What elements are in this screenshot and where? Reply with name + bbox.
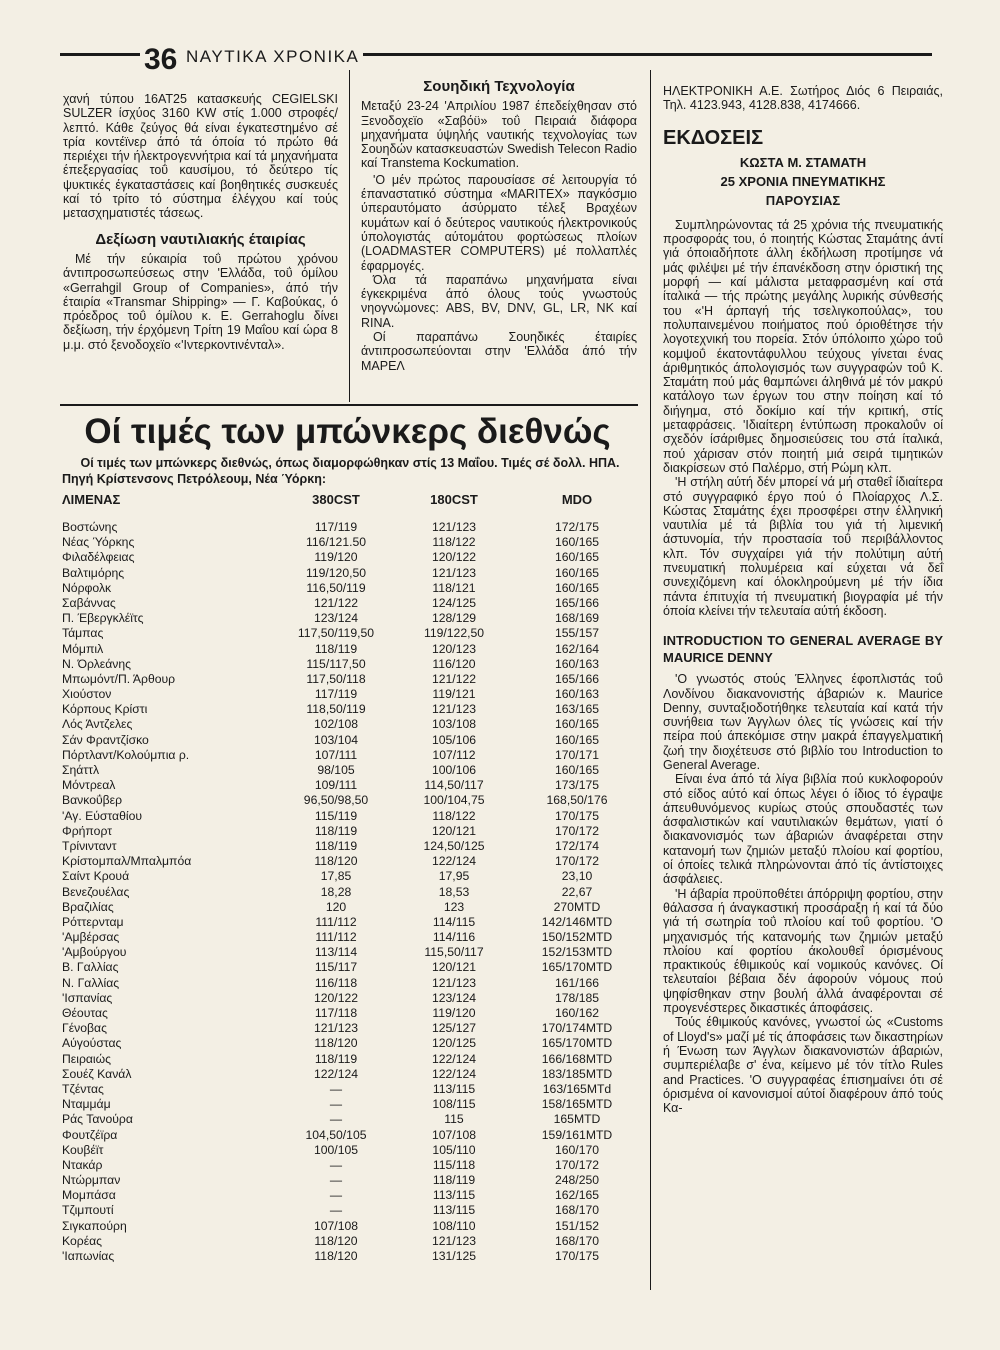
table-row <box>62 1249 642 1264</box>
cst180-cell: 115,50/117 <box>424 945 484 960</box>
mdo-cell: 165MTD <box>553 1112 601 1127</box>
port-cell: Βοστώνης <box>62 520 118 534</box>
middle-column <box>361 76 637 373</box>
cst380-cell: 118/120 <box>314 854 358 869</box>
mdo-cell: 165/170MTD <box>541 960 613 975</box>
right-column <box>663 84 943 1115</box>
cst380-cell: 107/111 <box>314 747 358 762</box>
mid-paragraph-3: Όλα τά παραπάνω μηχανήματα είναι έγκεκριμένα άπό όλους τούς γνωστούς νηογνώμονες: ABS, BV, DNV, GL, LR, NK καί RINA. <box>361 272 637 330</box>
table-row <box>62 520 642 535</box>
cst380-cell: — <box>329 1112 343 1127</box>
cst180-cell: 113/115 <box>432 1081 476 1096</box>
port-cell: Αύγούστας <box>62 1036 122 1051</box>
right-paragraph-3: 'Ο γνωστός στούς Έλληνες έφοπλιστάς τοΰ Λονδίνου διακανονιστής άβαριών κ. Maurice Denny, συνταξιοδοτήθηκε τελευταία καί κατά τήν συνήθεια των Άγγλων όλες τίς γνώσεις καί τήν πείρα πού άπεκόμισε στην μακρά έπαγγελματική ζωή την διοχέτευσε στό βιβλίο του Introduction to General Average. <box>663 672 943 772</box>
page-number: 36 <box>140 45 181 75</box>
port-cell: Μπωμόντ/Π. Άρθουρ <box>62 671 176 686</box>
cst380-cell: 109/111 <box>314 778 358 793</box>
cst180-cell: 105/110 <box>432 1142 476 1157</box>
port-cell: Ράς Τανούρα <box>62 1112 133 1127</box>
mdo-cell: 159/161MTD <box>541 1127 613 1142</box>
cst380-cell: 118/119 <box>314 838 358 853</box>
mdo-cell: 155/157 <box>554 626 600 641</box>
table-row <box>62 793 642 808</box>
mdo-cell: 160/165 <box>554 565 600 580</box>
port-cell: Λός Άντζελες <box>62 717 133 732</box>
cst380-cell: — <box>329 1203 343 1218</box>
mdo-cell: 162/164 <box>554 641 600 656</box>
cst180-cell: 123 <box>443 899 465 914</box>
header-380cst: 380CST <box>312 492 360 507</box>
mdo-cell: 170/171 <box>554 747 600 762</box>
mdo-cell: 160/165 <box>554 763 600 777</box>
mdo-cell: 22,67 <box>561 884 593 899</box>
cst180-cell: 123/124 <box>431 990 477 1005</box>
cst180-cell: 119/121 <box>432 687 476 702</box>
mdo-cell: 160/165 <box>554 550 600 565</box>
cst180-cell: 103/108 <box>431 717 477 732</box>
header-mdo: MDO <box>561 492 593 507</box>
cst380-cell: 120/122 <box>313 990 359 1005</box>
port-cell: Ντώρμπαν <box>62 1173 121 1188</box>
left-paragraph-2: Μέ τήν εύκαιρία τοΰ πρώτου χρόνου άντιπροσωπεύσεως στην 'Ελλάδα, τοΰ όμίλου «Gerrahgil Group of Companies», άπό τήν έταιρία «Transmar Shipping» — Γ. Καβούκας, ό πρόεδρος τοΰ όμίλου κ. Ε. Gerrahoglu δίνει δεξίωση, τήν έρχόμενη Τρίτη 19 Μαΐου καί ώρα 8 μ.μ. στό ξενοδοχεϊο «'Ιντερκοντινένταλ». <box>63 251 338 352</box>
table-row <box>62 550 642 565</box>
table-row <box>62 581 642 596</box>
cst380-cell: 118/120 <box>314 1036 358 1051</box>
header-rule-right <box>320 53 932 56</box>
mid-paragraph-2: 'Ο μέν πρώτος παρουσίασε σέ λειτουργία τό έπαναστατικό σύστημα «MARITEX» παγκόσμιο ύπεραυτόματο άσύρματο τέλεξ Βραχέων κυμάτων καί ό δεύτερος ναυτικούς ήλεκτρονικούς ύπολογιστάς αύτομάτου φορτώσεως πλοίων (LOADMASTER COMPUTERS) μέ πολλαπλές έφαρμογές. <box>361 172 637 273</box>
port-cell: Τζιμπουτί <box>62 1203 114 1218</box>
table-row <box>62 809 642 824</box>
table-row <box>62 976 642 991</box>
table-row <box>62 1112 642 1127</box>
port-cell: Βανκοΰβερ <box>62 793 123 808</box>
cst180-cell: 118/121 <box>432 580 476 595</box>
port-cell: 'Αμβούργου <box>62 945 127 960</box>
table-row <box>62 839 642 854</box>
cst380-cell: 118,50/119 <box>306 702 366 717</box>
cst380-cell: 119/120 <box>314 550 358 565</box>
port-cell: Σιγκαπούρη <box>62 1218 127 1233</box>
table-row <box>62 1052 642 1067</box>
cst380-cell: 115/117,50 <box>306 656 366 671</box>
cst380-cell: 100/105 <box>313 1142 359 1157</box>
port-cell: Βραζιλίας <box>62 899 114 914</box>
right-paragraph-1: Συμπληρώνοντας τά 25 χρόνια τής πνευματικής προσφοράς του, ό ποιητής Κώστας Σταμάτης άντί γιά όποιαδήποτε άλλη έκδήλωση προτίμησε νά μάς φιλέψει μέ τήν έπανέκδοση στην όριστική της μορφή — καί μάλιστα μεταφρασμένη καί στά ίταλικά — τής πρώτης μεγάλης λυρικής σύνθεσής του «'Η άρπαγή τής τσελιγκοπούλας», του πολυπαινεμένου ποιήματος πού όριοθέτησε τήν λογοτεχνική του πορεία. Στόν ύπόλοιπο χώρο τοΰ κομψοΰ έκατοντάφυλλου τεύχους γίνεται ένας άριθμητικός άπολογισμός των συγγραφών τοΰ Κ. Σταμάτη πού μάς θαμπώνει άληθινά μέ τόν μακρύ κατάλογο των έργων του στην ποίηση καί τό διήγημα, στό δοκίμιο καί τήν κριτική, στίς μεταφράσεις. 'Ιδιαίτερη έντύπωση προκαλοΰν οί σχεδόν ίσάριθμες δημοσιεύσεις του στά ίταλικά, πού χάρισαν στόν ποιητή μιά σειρά τιμητικών διακρίσεων στό Παλέρμο, στή Ρώμη κλπ. <box>663 217 943 475</box>
table-row <box>62 1158 642 1173</box>
cst180-cell: 108/115 <box>432 1097 476 1112</box>
table-row <box>62 535 642 550</box>
cst380-cell: 111/112 <box>315 914 357 929</box>
table-row <box>62 1006 642 1021</box>
port-cell: 'Αγ. Εύσταθίου <box>62 808 143 823</box>
cst380-cell: — <box>329 1188 343 1203</box>
port-cell: Σηάττλ <box>62 763 100 777</box>
book-title-line-2: 25 ΧΡΟΝΙΑ ΠΝΕΥΜΑΤΙΚΗΣ <box>720 173 886 189</box>
table-row <box>62 869 642 884</box>
port-cell: Πόρτλαντ/Κολούμπια ρ. <box>62 747 190 762</box>
right-paragraph-4: Είναι ένα άπό τά λίγα βιβλία πού κυκλοφορούν στό είδος αύτό καί όπως λέγει ό ίδιος τό έγραψε άπευθυνόμενος κυρίως στούς σπουδαστές των άσφαλιστικών καί ναυτιλιακών θεμάτων, γιατί ό διακανονισμός των άβαριών άναφέρεται στην κατανομή των ζημιών μεταξύ πλοίου καί φορτίου, οί όποίες τελικά πληρώνονται άπό τίς άντίστοιχες άσφάλειες. <box>663 772 943 887</box>
port-cell: Ν. Όρλεάνης <box>62 656 132 671</box>
cst180-cell: 125/127 <box>431 1021 477 1036</box>
table-row <box>62 626 642 641</box>
cst380-cell: 119/120,50 <box>305 565 367 580</box>
cst180-cell: 114/115 <box>432 914 476 929</box>
cst380-cell: 115/117 <box>314 960 358 975</box>
cst180-cell: 114,50/117 <box>424 778 484 793</box>
cst180-cell: 124/125 <box>431 595 477 610</box>
mdo-cell: 173/175 <box>554 778 600 793</box>
mdo-cell: 172/175 <box>554 520 600 534</box>
port-cell: Νόρφολκ <box>62 580 112 595</box>
cst180-cell: 121/123 <box>431 702 477 717</box>
cst180-cell: 107/108 <box>431 1127 477 1142</box>
table-row <box>62 672 642 687</box>
cst180-cell: 115/118 <box>432 1157 476 1172</box>
mid-paragraph-1: Μεταξύ 23-24 'Απριλίου 1987 έπεδείχθησαν στό Ξενοδοχεϊο «Σαβόϋ» τοΰ Πειραιά διάφορα μηχανήματα ύψηλής ναυτικής τεχνολογίας των Σουηδών κατασκευαστών Swedish Telecon Radio καί Transtema Kockumation. <box>361 99 637 171</box>
bunker-subtitle-line-2: Πηγή Κρίστενσονς Πετρόλεουμ, Νέα Ύόρκη: <box>62 472 327 486</box>
mdo-cell: 170/172 <box>554 823 600 838</box>
cst380-cell: — <box>329 1157 343 1172</box>
table-row <box>62 717 642 732</box>
port-cell: 'Ιαπωνίας <box>62 1249 115 1263</box>
cst180-cell: 114/116 <box>432 930 476 945</box>
table-row <box>62 1234 642 1249</box>
table-row <box>62 824 642 839</box>
mdo-cell: 160/165 <box>554 732 600 747</box>
cst380-cell: 117,50/119,50 <box>297 626 375 641</box>
cst380-cell: 117/119 <box>314 687 358 702</box>
table-row <box>62 642 642 657</box>
heading-swedish-technology: Σουηδική Τεχνολογία <box>423 78 575 95</box>
mdo-cell: 160/162 <box>554 1006 600 1020</box>
table-row <box>62 1143 642 1158</box>
mdo-cell: 172/174 <box>554 838 600 853</box>
port-cell: Μόντρεαλ <box>62 778 116 793</box>
mdo-cell: 160/163 <box>554 656 600 671</box>
mdo-cell: 270MTD <box>553 899 601 914</box>
cst180-cell: 107/112 <box>432 747 476 762</box>
table-row <box>62 687 642 702</box>
cst180-cell: 122/124 <box>431 1051 477 1066</box>
port-cell: Κόρπους Κρίστι <box>62 702 148 717</box>
cst380-cell: 117/119 <box>314 520 358 534</box>
cst380-cell: — <box>329 1097 343 1112</box>
port-cell: Ν. Γαλλίας <box>62 975 120 990</box>
table-row <box>62 885 642 900</box>
cst380-cell: 117/118 <box>314 1006 358 1020</box>
cst380-cell: 113/114 <box>314 945 358 960</box>
mdo-cell: 161/166 <box>554 975 600 990</box>
mdo-cell: 178/185 <box>554 990 600 1005</box>
table-row <box>62 1128 642 1143</box>
cst180-cell: 121/123 <box>431 520 477 534</box>
cst180-cell: 122/124 <box>431 854 477 869</box>
cst380-cell: 107/108 <box>313 1218 359 1233</box>
table-row <box>62 1097 642 1112</box>
table-row <box>62 854 642 869</box>
column-divider-2 <box>650 70 651 1290</box>
mdo-cell: 23,10 <box>561 869 593 884</box>
table-row <box>62 1188 642 1203</box>
cst180-cell: 118/122 <box>432 808 476 823</box>
cst380-cell: 122/124 <box>313 1066 359 1081</box>
port-cell: Φιλαδέλφειας <box>62 550 135 565</box>
cst180-cell: 115 <box>444 1112 464 1127</box>
cst180-cell: 120/123 <box>431 641 477 656</box>
mdo-cell: 163/165MTd <box>542 1081 612 1096</box>
right-paragraph-2: 'Η στήλη αύτή δέν μπορεί νά μή σταθεΐ ίδιαίτερα στό συγγραφικό έργο πού ό Πλοίαρχος Λ.Σ. Κώστας Σταμάτης έχει προσφέρει στην έλληνική ναυτιλία μέ τά βιβλία του γιά τή λιμενική άστυνομία, τήν προστασία τοΰ περιβάλλοντος κλπ. Τόν συγχαίρει γιά τήν πολύτιμη αύτή πνευματική πολυμέρεια καί εύχεται νά δεΐ συνεχιζόμενη καί όλοκληρούμενη μέ τήν ίδια πάντα έπιτυχία τή πνευματική βιογραφία μέ τήν όποία κλείνει τήν τελευταία αύτή έκδοση. <box>663 475 943 618</box>
table-row <box>62 1082 642 1097</box>
mdo-cell: 170/172 <box>554 854 600 869</box>
table-row <box>62 1219 642 1234</box>
table-row <box>62 778 642 793</box>
table-row <box>62 611 642 626</box>
cst180-cell: 113/115 <box>432 1188 476 1203</box>
port-cell: Βαλτιμόρης <box>62 565 125 580</box>
mdo-cell: 168/170 <box>554 1203 600 1218</box>
publication-title: ΝΑΥΤΙΚΑ ΧΡΟΝΙΚΑ <box>182 48 363 65</box>
heading-shipping-reception: Δεξίωση ναυτιλιακής έταιρίας <box>95 230 306 248</box>
port-cell: Πειραιώς <box>62 1051 112 1066</box>
table-row <box>62 960 642 975</box>
cst380-cell: 96,50/98,50 <box>303 793 369 808</box>
column-divider-1 <box>349 70 350 402</box>
mdo-cell: 170/174MTD <box>541 1021 613 1036</box>
mdo-cell: 160/165 <box>554 535 600 550</box>
cst180-cell: 121/123 <box>431 565 477 580</box>
port-cell: Σαβάννας <box>62 595 116 610</box>
port-cell: Μομπάσα <box>62 1188 116 1203</box>
cst380-cell: 111/112 <box>315 930 357 945</box>
right-paragraph-0: ΗΛΕΚΤΡΟΝΙΚΗ Α.Ε. Σωτήρος Διός 6 Πειραιάς, Τηλ. 4123.943, 4128.838, 4174666. <box>663 84 943 113</box>
cst180-cell: 121/123 <box>431 1233 477 1248</box>
port-cell: 'Ισπανίας <box>62 990 113 1005</box>
mdo-cell: 168,50/176 <box>546 793 608 808</box>
table-row <box>62 763 642 778</box>
mdo-cell: 170/175 <box>554 1249 600 1263</box>
cst380-cell: 117,50/118 <box>306 671 366 686</box>
table-row <box>62 930 642 945</box>
cst180-cell: 100/106 <box>431 763 477 777</box>
cst380-cell: 98/105 <box>317 763 355 777</box>
port-cell: Μόμπιλ <box>62 641 104 656</box>
cst180-cell: 118/119 <box>432 1173 476 1188</box>
bunker-subtitle <box>60 455 640 487</box>
bunker-subtitle-line-1: Οί τιμές των μπώνκερς διεθνώς, όπως διαμορφώθηκαν στίς 13 Μαΐου. Τιμές σέ δολλ. ΗΠΑ. <box>80 456 620 470</box>
table-row <box>62 915 642 930</box>
header-port: ΛΙΜΕΝΑΣ <box>62 492 121 507</box>
table-row <box>62 748 642 763</box>
cst180-cell: 120/122 <box>431 550 477 565</box>
mdo-cell: 160/163 <box>554 687 600 702</box>
mdo-cell: 142/146MTD <box>541 914 613 929</box>
cst380-cell: 18,28 <box>320 884 352 899</box>
table-row <box>62 733 642 748</box>
port-cell: Β. Γαλλίας <box>62 960 119 975</box>
book-title-line-3: ΠΑΡΟΥΣΙΑΣ <box>765 192 841 208</box>
mdo-cell: 158/165MTD <box>541 1097 613 1112</box>
cst380-cell: 116/118 <box>314 975 358 990</box>
cst380-cell: 118/119 <box>314 641 358 656</box>
cst380-cell: 104,50/105 <box>305 1127 367 1142</box>
mdo-cell: 160/170 <box>554 1142 600 1157</box>
mdo-cell: 166/168MTD <box>541 1051 613 1066</box>
bunker-prices-table <box>62 520 642 1264</box>
header-rule-left <box>60 53 142 56</box>
mdo-cell: 168/170 <box>554 1233 600 1248</box>
table-row <box>62 900 642 915</box>
cst380-cell: — <box>329 1173 343 1188</box>
cst380-cell: 118/120 <box>314 1233 358 1248</box>
port-cell: Τρίνινταντ <box>62 838 117 853</box>
cst380-cell: 121/123 <box>313 1021 359 1036</box>
cst380-cell: 115/119 <box>314 808 358 823</box>
cst380-cell: 118/120 <box>314 1249 358 1263</box>
cst180-cell: 116/120 <box>432 656 476 671</box>
cst380-cell: 121/122 <box>313 595 359 610</box>
table-row <box>62 1173 642 1188</box>
mdo-cell: 168/169 <box>554 611 600 626</box>
table-row <box>62 702 642 717</box>
port-cell: Κρίστομπαλ/Μπαλμπόα <box>62 854 192 869</box>
table-row <box>62 657 642 672</box>
cst180-cell: 100/104,75 <box>423 793 485 808</box>
port-cell: Σαίντ Κρουά <box>62 869 130 884</box>
port-cell: Φρήπορτ <box>62 823 113 838</box>
book-title-author: ΚΩΣΤΑ Μ. ΣΤΑΜΑΤΗ <box>739 154 867 170</box>
table-row <box>62 1021 642 1036</box>
cst180-cell: 17,95 <box>438 869 470 884</box>
port-cell: Ρόττερνταμ <box>62 914 124 929</box>
port-cell: Θέουτας <box>62 1006 108 1020</box>
cst180-cell: 124,50/125 <box>423 838 485 853</box>
port-cell: Χιούστον <box>62 687 112 702</box>
cst180-cell: 119/120 <box>432 1006 476 1020</box>
mdo-cell: 151/152 <box>554 1218 600 1233</box>
mdo-cell: 163/165 <box>554 702 600 717</box>
port-cell: Φουτζέϊρα <box>62 1127 118 1142</box>
cst380-cell: 118/119 <box>314 823 358 838</box>
cst180-cell: 121/122 <box>431 671 477 686</box>
table-row <box>62 945 642 960</box>
cst380-cell: 116/121.50 <box>305 535 367 550</box>
port-cell: Γένοβας <box>62 1021 107 1036</box>
mdo-cell: 160/165 <box>554 580 600 595</box>
port-cell: Νταμμάμ <box>62 1097 111 1112</box>
cst180-cell: 105/106 <box>431 732 477 747</box>
cst180-cell: 120/121 <box>431 960 477 975</box>
cst380-cell: 116,50/119 <box>306 580 366 595</box>
port-cell: Κορέας <box>62 1233 103 1248</box>
table-row <box>62 991 642 1006</box>
cst380-cell: 103/104 <box>313 732 359 747</box>
cst380-cell: 123/124 <box>313 611 359 626</box>
port-cell: 'Αμβέρσας <box>62 930 120 945</box>
cst180-cell: 122/124 <box>431 1066 477 1081</box>
cst180-cell: 131/125 <box>431 1249 477 1263</box>
left-column <box>63 92 338 352</box>
port-cell: Σουέζ Κανάλ <box>62 1066 132 1081</box>
left-paragraph-1: χανή τύπου 16AT25 κατασκευής CEGIELSKI SULZER ίσχύος 3160 KW στίς 1.000 στροφές/λεπτό. Κάθε ζεύγος θά είναι έγκατεστημένο σέ τρία κοντέϊνερ άπό τά όποία τό πρώτο θά περιέχει τήν ήλεκτρογεννήτρια καί τά μηχανήματα έπεξεργασίας τοΰ καυσίμου, τό δεύτερο τίς ψυκτικές έγκαταστάσεις καί βοηθητικές συσκευές καί τό τρίτο τό σύστημα έλέγχου καί τούς μετασχηματιστές τάσεως. <box>63 92 338 221</box>
cst380-cell: 118/119 <box>314 1051 358 1066</box>
mdo-cell: 160/165 <box>554 717 600 732</box>
cst180-cell: 113/115 <box>432 1203 476 1218</box>
mdo-cell: 183/185MTD <box>541 1066 613 1081</box>
cst180-cell: 119/122,50 <box>423 626 485 641</box>
table-row <box>62 566 642 581</box>
cst180-cell: 121/123 <box>431 975 477 990</box>
port-cell: Τάμπας <box>62 626 104 641</box>
bunker-prices-title: Οί τιμές των μπώνκερς διεθνώς <box>84 412 611 451</box>
mdo-cell: 248/250 <box>554 1173 600 1188</box>
right-paragraph-5: 'Η άβαρία προϋποθέτει άπόρριψη φορτίου, στην θάλασσα ή άναγκαστική προσάραξη ή καί τά δύο γιά τή σωτηρία τοΰ πλοίου καί τοΰ φορτίου. 'Ο μηχανισμός τής κατανομής των ζημιών μεταξύ πλοίου καί φορτίου άκολουθεΐ όρισμένους πρακτικούς έθιμικούς καί νομικούς κανόνες. Οί τελευταίοι βέβαια δέν άφορούν νόμους πού ψηφίσθηκαν στην βουλή άλλά άναφέρονται σέ προγενέστερες δικαστικές άποφάσεις. <box>663 886 943 1016</box>
mdo-cell: 165/166 <box>554 671 600 686</box>
mdo-cell: 162/165 <box>554 1188 600 1203</box>
heading-general-average: INTRODUCTION TO GENERAL AVERAGE BY MAURICE DENNY <box>663 633 943 666</box>
cst180-cell: 118/122 <box>432 535 476 550</box>
port-cell: Σάν Φραντζίσκο <box>62 732 149 747</box>
cst180-cell: 128/129 <box>431 611 477 626</box>
mdo-cell: 152/153MTD <box>541 945 613 960</box>
table-row <box>62 1036 642 1051</box>
cst380-cell: 17,85 <box>320 869 352 884</box>
mdo-cell: 170/172 <box>554 1157 600 1172</box>
cst180-cell: 120/125 <box>431 1036 477 1051</box>
port-cell: Τζέντας <box>62 1081 104 1096</box>
mdo-cell: 170/175 <box>554 808 600 823</box>
mdo-cell: 165/170MTD <box>541 1036 613 1051</box>
cst180-cell: 108/110 <box>432 1218 476 1233</box>
cst380-cell: 120 <box>325 899 347 914</box>
port-cell: Βενεζουέλας <box>62 884 130 899</box>
cst180-cell: 120/121 <box>431 823 477 838</box>
port-cell: Π. Έβεργκλέϊτς <box>62 611 144 626</box>
mid-paragraph-4: Οί παραπάνω Σουηδικές έταιρίες άντιπροσωπεύονται στην 'Ελλάδα άπό τήν ΜΑΡΕΛ <box>361 330 637 373</box>
table-row <box>62 1067 642 1082</box>
table-row <box>62 1203 642 1218</box>
mdo-cell: 165/166 <box>554 595 600 610</box>
cst180-cell: 18,53 <box>438 884 470 899</box>
header-180cst: 180CST <box>430 492 478 507</box>
cst380-cell: 102/108 <box>313 717 359 732</box>
mdo-cell: 150/152MTD <box>541 930 613 945</box>
port-cell: Ντακάρ <box>62 1157 103 1172</box>
section-editions: ΕΚΔΟΣΕΙΣ <box>663 126 764 149</box>
bunker-top-rule <box>60 404 638 406</box>
right-paragraph-6: Τούς έθιμικούς κανόνες, γνωστοί ώς «Customs of Lloyd's» μαζί μέ τίς άποφάσεις των δικαστηρίων ή Ένωση των Άγγλων διακανονιστών άβαριών, συμπεριέλαβε σ' ένα, κείμενο μέ τόν τίτλο Rules and Practices. 'Ο συγγραφέας έπισημαίνει ότι σέ όρισμένα οί κανονισμοί αύτοί διαφέρουν άπό τούς Κα- <box>663 1015 943 1116</box>
table-row <box>62 596 642 611</box>
cst380-cell: — <box>329 1081 343 1096</box>
port-cell: Νέας Ύόρκης <box>62 535 135 550</box>
port-cell: Κουβέϊτ <box>62 1142 104 1157</box>
